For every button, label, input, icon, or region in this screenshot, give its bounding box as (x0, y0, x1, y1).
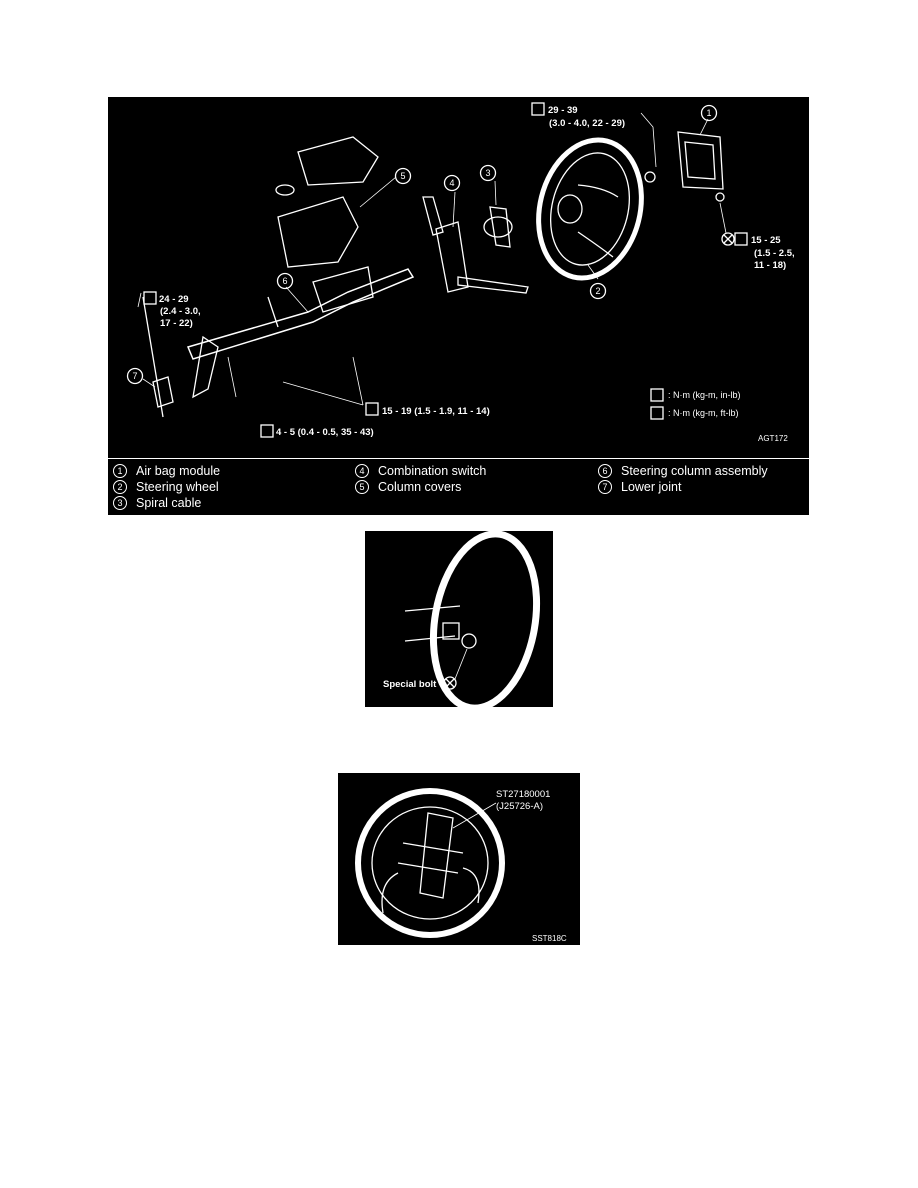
torque-wheel-nut-value: 29 - 39 (548, 105, 578, 116)
steering-wheel-spokes (382, 868, 479, 913)
torque-icon (366, 403, 378, 415)
torque-airbag-bolt-detail-2: 11 - 18) (754, 260, 787, 271)
callout-4: 4 (449, 178, 455, 188)
legend-item: 7 Lower joint (598, 480, 681, 494)
callout-1: 1 (706, 108, 712, 118)
callout-5: 5 (400, 171, 406, 181)
combination-switch-lever-upper (423, 197, 443, 235)
parts-legend (108, 458, 809, 515)
steering-wheel-nut (645, 172, 655, 182)
exploded-view-figure (108, 97, 809, 515)
steering-column-tube (188, 269, 413, 359)
torque-airbag-bolt-value: 15 - 25 (751, 235, 781, 246)
airbag-bolt (716, 193, 724, 201)
tool-number: ST27180001 (496, 789, 551, 800)
torque-icon (261, 425, 273, 437)
figure-code: SST818C (532, 934, 567, 943)
lower-joint (153, 377, 173, 407)
torque-icon (735, 233, 747, 245)
puller-tool-bolts (398, 843, 463, 873)
steering-wheel-rim (358, 791, 502, 935)
combination-switch-lever-lower (458, 277, 528, 293)
special-bolt-label: Special bolt (383, 679, 437, 690)
figure-code: AGT172 (758, 434, 788, 443)
legend-item: 1 Air bag module (113, 464, 220, 478)
airbag-module (678, 132, 723, 189)
callout-7: 7 (132, 371, 138, 381)
special-tool-figure (338, 773, 580, 945)
legend-item: 4 Combination switch (355, 464, 486, 478)
airbag-module-cover (685, 142, 715, 179)
torque-airbag-bolt-detail-1: (1.5 - 2.5, (754, 248, 795, 259)
key-ring-illumination (276, 185, 294, 195)
legend-item: 5 Column covers (355, 480, 461, 494)
torque-wheel-nut-detail: (3.0 - 4.0, 22 - 29) (549, 118, 626, 129)
torque-icon (651, 389, 663, 401)
callout-2: 2 (595, 286, 601, 296)
puller-tool-body (420, 813, 453, 898)
torque-column-mount: 15 - 19 (1.5 - 1.9, 11 - 14) (382, 406, 490, 417)
torque-icon (532, 103, 544, 115)
legend-item: 6 Steering column assembly (598, 464, 768, 478)
callout-6: 6 (282, 276, 288, 286)
steering-wheel-rim (525, 129, 656, 289)
column-flange (193, 337, 218, 397)
torque-bracket: 4 - 5 (0.4 - 0.5, 35 - 43) (276, 427, 374, 438)
torque-icon (651, 407, 663, 419)
special-bolt-figure (365, 531, 553, 707)
legend-item: 3 Spiral cable (113, 496, 201, 510)
steering-wheel-rim (420, 531, 549, 707)
torque-lower-joint-value: 24 - 29 (159, 294, 189, 305)
special-bolt-drawing (365, 531, 553, 707)
exploded-view-drawing (108, 97, 809, 458)
steering-wheel-hub (558, 195, 582, 223)
steering-wheel-spokes (578, 185, 618, 257)
special-bolt (462, 634, 476, 648)
column-cover-upper (298, 137, 378, 185)
column-cover-lower (278, 197, 358, 267)
torque-lower-joint-detail-2: 17 - 22) (160, 318, 193, 329)
special-tool-drawing (338, 773, 580, 945)
steering-wheel-inner (372, 807, 488, 919)
torque-lower-joint-detail-1: (2.4 - 3.0, (160, 306, 201, 317)
tool-alt-number: (J25726-A) (496, 801, 543, 812)
callout-3: 3 (485, 168, 491, 178)
legend-item: 2 Steering wheel (113, 480, 219, 494)
units-key-in-lb: : N·m (kg-m, in-lb) (668, 390, 741, 400)
torque-icon (144, 292, 156, 304)
units-key-ft-lb: : N·m (kg-m, ft-lb) (668, 408, 739, 418)
